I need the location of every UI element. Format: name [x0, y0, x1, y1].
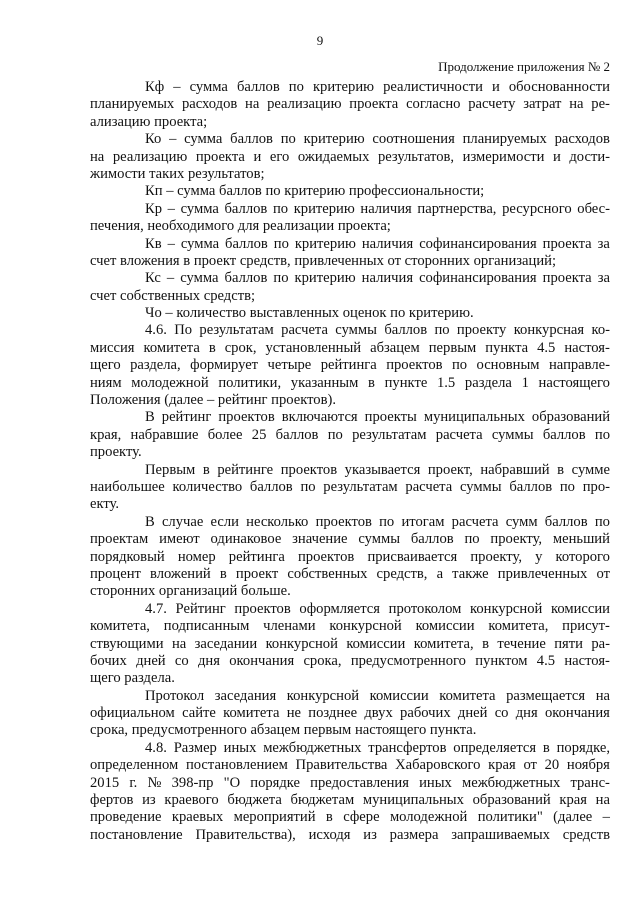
text-line: Кв – сумма баллов по критерию наличия софинансирования проекта за [145, 235, 610, 252]
text-line: ализацию проекта; [90, 113, 208, 130]
text-line: комитета, подписанным членами конкурсной комиссии комитета, присут- [90, 618, 610, 635]
text-line: 4.6. По результатам расчета суммы баллов по проекту конкурсная ко- [145, 322, 610, 339]
text-line: срока, предусмотренного абзацем первым настоящего пункта. [90, 722, 477, 739]
text-line: В рейтинг проектов включаются проекты муниципальных образований [145, 409, 610, 426]
text-line: фертов из краевого бюджета бюджетам муниципальных образований края на [90, 792, 610, 809]
text-line: 2015 г. № 398-пр "О порядке предоставления иных межбюджетных транс- [90, 774, 610, 791]
text-line: В случае если несколько проектов по итогам расчета сумм баллов по [145, 513, 610, 530]
text-line: 4.7. Рейтинг проектов оформляется протоколом конкурсной комиссии [145, 600, 610, 617]
text-line: Первым в рейтинге проектов указывается проект, набравший в сумме [145, 461, 610, 478]
text-line: щего раздела, формирует четыре рейтинга проектов по основным направле- [90, 357, 610, 374]
text-line: Кп – сумма баллов по критерию профессиональности; [145, 183, 485, 200]
text-line: проекту. [90, 444, 142, 461]
document-body [90, 79, 610, 844]
text-line: определенном постановлением Правительства Хабаровского края от 20 ноября [90, 757, 610, 774]
page-number: 9 [316, 33, 324, 48]
text-line: планируемых расходов на реализацию проекта согласно расчету затрат на ре- [90, 96, 610, 113]
text-line: постановление Правительства), исходя из размера запрашиваемых средств [90, 826, 610, 843]
text-line: Чо – количество выставленных оценок по критерию. [145, 305, 474, 322]
text-line: Положения (далее – рейтинг проектов). [90, 392, 336, 409]
text-line: печения, необходимого для реализации проекта; [90, 218, 391, 235]
text-line: Кр – сумма баллов по критерию наличия партнерства, ресурсного обес- [145, 200, 610, 217]
text-line: жимости таких результатов; [90, 165, 265, 182]
text-line: бочих дней со дня окончания срока, предусмотренного пунктом 4.5 настоя- [90, 652, 610, 669]
text-line: Кф – сумма баллов по критерию реалистичности и обоснованности [145, 79, 610, 95]
text-line: Протокол заседания конкурсной комиссии комитета размещается на [145, 687, 610, 704]
text-line: счет собственных средств; [90, 287, 256, 304]
text-line: миссия комитета в срок, установленный абзацем первым пункта 4.5 настоя- [90, 339, 610, 356]
text-line: сторонних организаций больше. [90, 583, 291, 600]
text-line: счет вложения в проект средств, привлеченных от сторонних организаций; [90, 252, 557, 269]
text-line: Ко – сумма баллов по критерию соотношения планируемых расходов [145, 131, 610, 148]
text-line: Кс – сумма баллов по критерию наличия софинансирования проекта за [145, 270, 610, 287]
text-line: екту. [90, 496, 120, 513]
text-line: наибольшее количество баллов по результатам расчета суммы баллов по про- [90, 478, 610, 495]
text-line: ствующими на заседании конкурсной комиссии комитета, в течение пяти ра- [90, 635, 610, 652]
text-line: процент вложений в проект собственных средств, а также привлеченных от [90, 565, 610, 582]
text-line: ниям молодежной политики, указанным в пункте 1.5 раздела 1 настоящего [90, 374, 610, 391]
text-line: на реализацию проекта и его ожидаемых результатов, измеримости и дости- [90, 148, 610, 165]
text-line: края, набравшие более 25 баллов по результатам расчета суммы баллов по [90, 426, 610, 443]
text-line: щего раздела. [90, 670, 175, 687]
text-line: 4.8. Размер иных межбюджетных трансфертов определяется в порядке, [145, 739, 610, 756]
text-line: порядковый номер рейтинга проектов присваивается проекту, у которого [90, 548, 610, 565]
appendix-continuation-note: Продолжение приложения № 2 [438, 59, 610, 74]
text-line: проведение краевых мероприятий в сфере молодежной политики" (далее – [90, 809, 610, 826]
text-line: официальном сайте комитета не позднее двух рабочих дней со дня окончания [90, 705, 610, 722]
text-line: проектам имеют одинаковое значение суммы баллов по проекту, меньший [90, 531, 610, 548]
